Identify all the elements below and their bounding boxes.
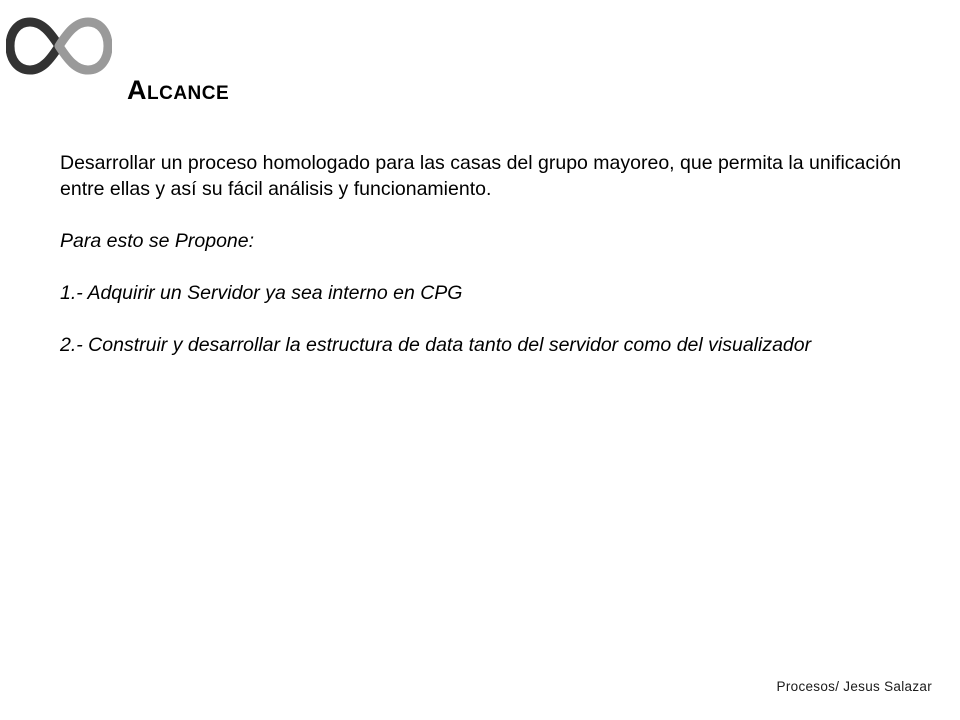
logo-left-loop — [10, 22, 59, 70]
logo-right-loop — [59, 22, 108, 70]
intro-paragraph: Desarrollar un proceso homologado para las casas del grupo mayoreo, que permita la unificación entre ellas y así su fácil análisis y funcionamiento. — [60, 152, 902, 200]
proposal-heading: Para esto se Propone: — [60, 230, 255, 252]
page-title: Alcance — [127, 75, 230, 105]
footer-author: Procesos/ Jesus Salazar — [776, 679, 932, 694]
proposal-item-2: 2.- Construir y desarrollar la estructura de data tanto del servidor como del visualizador — [60, 334, 812, 356]
proposal-item-1: 1.- Adquirir un Servidor ya sea interno en CPG — [60, 282, 463, 304]
slide-body — [60, 150, 906, 384]
infinity-logo-icon — [6, 14, 112, 78]
